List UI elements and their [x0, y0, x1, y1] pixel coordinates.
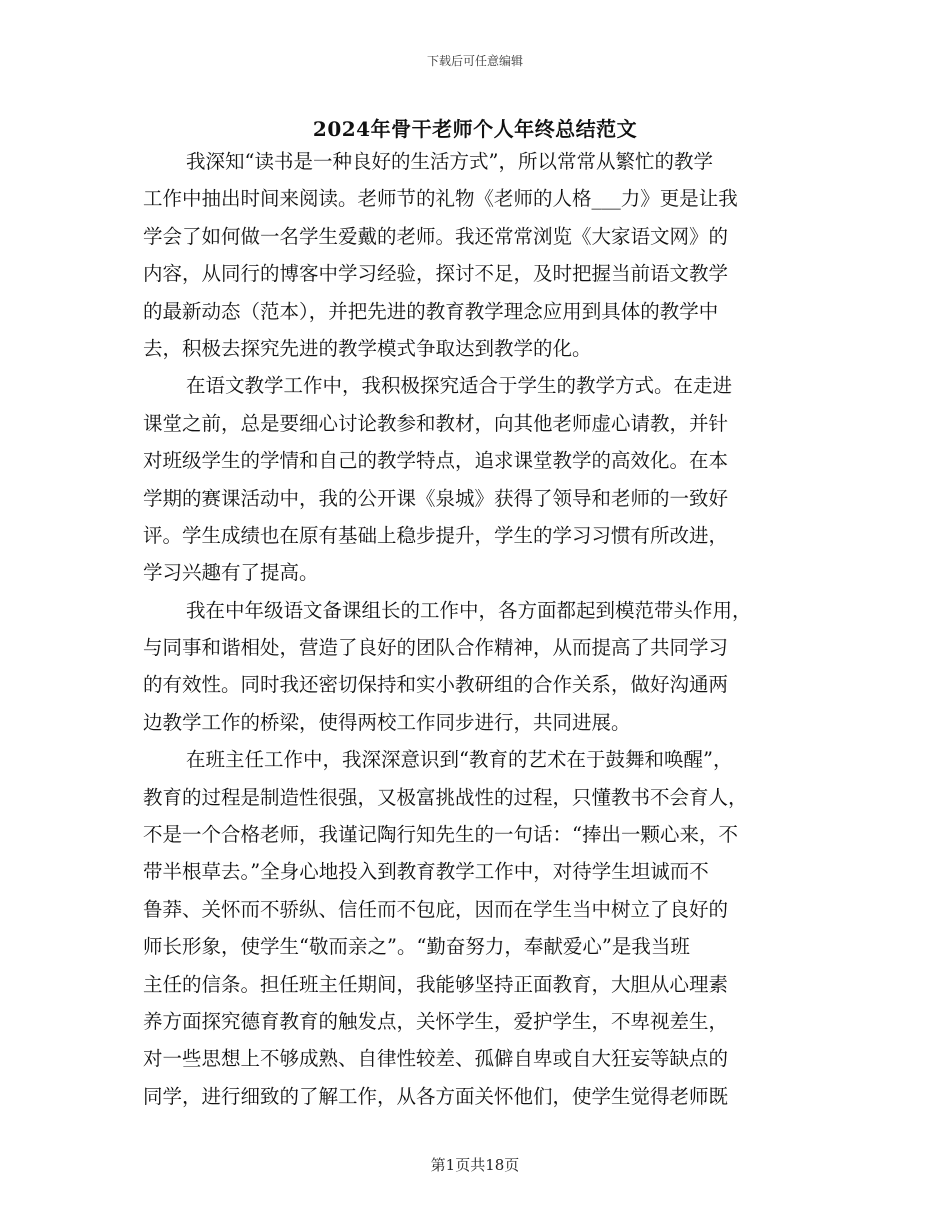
text-line: 学期的赛课活动中，我的公开课《泉城》获得了领导和老师的一致好: [143, 486, 729, 510]
text-line: 同学，进行细致的了解工作，从各方面关怀他们，使学生觉得老师既: [143, 1084, 729, 1108]
text-line: 工作中抽出时间来阅读。老师节的礼物《老师的人格___力》更是让我: [143, 187, 738, 211]
text-line: 我在中年级语文备课组长的工作中，各方面都起到模范带头作用，: [186, 598, 752, 622]
text-line: 养方面探究德育教育的触发点，关怀学生，爱护学生，不卑视差生，: [143, 1009, 729, 1033]
text-line: 去，积极去探究先进的教学模式争取达到教学的化。: [143, 336, 592, 360]
text-line: 学习兴趣有了提高。: [143, 561, 319, 585]
text-line: 对班级学生的学情和自己的教学特点，追求课堂教学的高效化。在本: [143, 449, 729, 473]
paragraph-2: [143, 367, 813, 591]
document-body: [143, 143, 813, 1115]
paragraph-4: [143, 741, 813, 1115]
text-line: 内容，从同行的博客中学习经验，探讨不足，及时把握当前语文教学: [143, 262, 729, 286]
text-line: 鲁莽、关怀而不骄纵、信任而不包庇，因而在学生当中树立了良好的: [143, 897, 729, 921]
page-number: 第1页共18页: [430, 1156, 520, 1174]
text-line: 在语文教学工作中，我积极探究适合于学生的教学方式。在走进: [186, 374, 733, 398]
text-line: 我深知“读书是一种良好的生活方式”，所以常常从繁忙的教学: [186, 150, 713, 173]
text-line: 的最新动态（范本），并把先进的教育教学理念应用到具体的教学中: [143, 299, 719, 323]
header-note: 下载后可任意编辑: [426, 54, 523, 68]
text-line: 课堂之前，总是要细心讨论教参和教材，向其他老师虚心请教，并针: [143, 411, 729, 435]
paragraph-3: [143, 592, 813, 742]
text-line: 评。学生成绩也在原有基础上稳步提升，学生的学习习惯有所改进，: [143, 523, 729, 547]
text-line: 不是一个合格老师，我谨记陶行知先生的一句话：“捧出一颗心来，不: [143, 823, 738, 847]
text-line: 师长形象，使学生“敬而亲之”。“勤奋努力，奉献爱心”是我当班: [143, 935, 690, 959]
document-title: 2024年骨干老师个人年终总结范文: [312, 117, 638, 141]
text-line: 对一些思想上不够成熟、自律性较差、孤僻自卑或自大狂妄等缺点的: [143, 1047, 729, 1071]
text-line: 与同事和谐相处，营造了良好的团队合作精神，从而提高了共同学习: [143, 636, 729, 660]
text-line: 主任的信条。担任班主任期间，我能够坚持正面教育，大胆从心理素: [143, 972, 729, 996]
text-line: 带半根草去。”全身心地投入到教育教学工作中，对待学生坦诚而不: [143, 860, 709, 884]
text-line: 教育的过程是制造性很强，又极富挑战性的过程，只懂教书不会育人，: [143, 785, 748, 809]
text-line: 学会了如何做一名学生爱戴的老师。我还常常浏览《大家语文网》的: [143, 224, 729, 248]
text-line: 在班主任工作中，我深深意识到“教育的艺术在于鼓舞和唤醒”，: [186, 748, 733, 772]
text-line: 边教学工作的桥梁，使得两校工作同步进行，共同进展。: [143, 710, 631, 734]
text-line: 的有效性。同时我还密切保持和实小教研组的合作关系，做好沟通两: [143, 673, 729, 697]
paragraph-1: [143, 143, 813, 367]
